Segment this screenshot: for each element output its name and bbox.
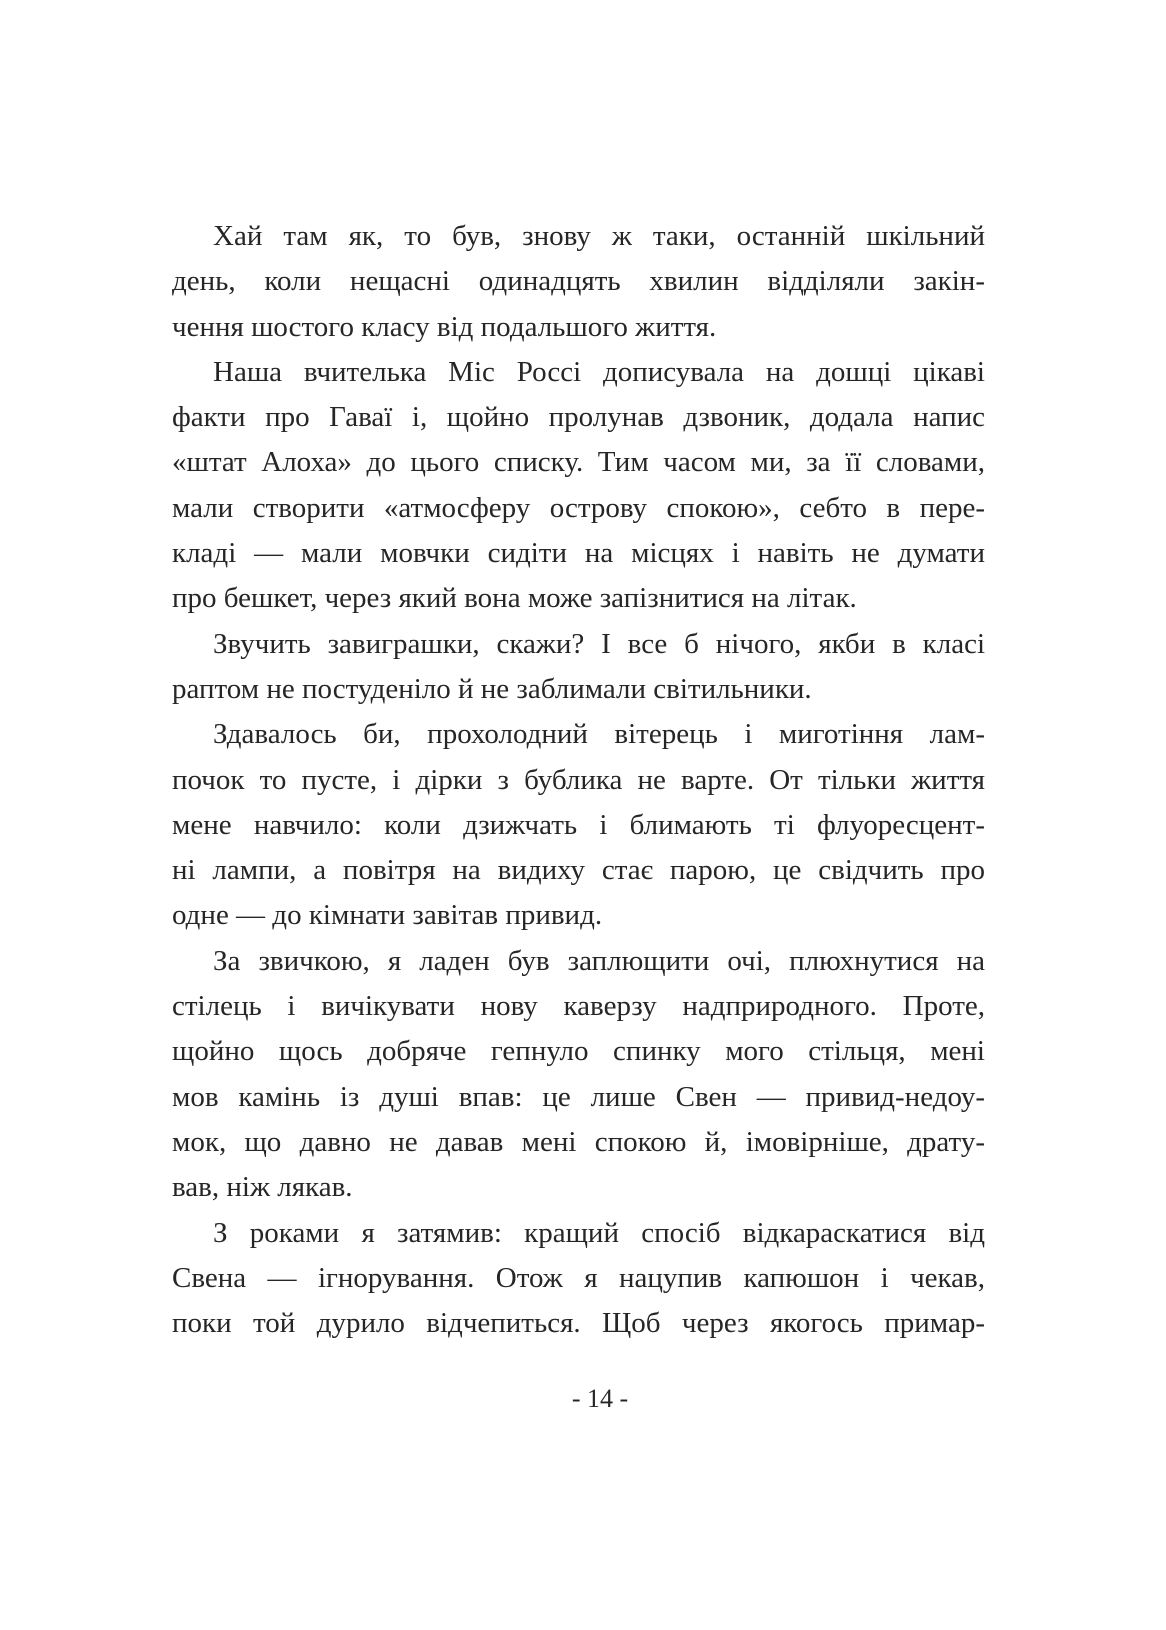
text-line: стілець і вичікувати нову каверзу надприродного. Проте,: [172, 990, 985, 1023]
text-line: про бешкет, через який вона може запізнитися на літак.: [172, 582, 857, 615]
text-line: щойно щось добряче гепнуло спинку мого стільця, мені: [172, 1035, 985, 1068]
text-line: поки той дурило відчепиться. Щоб через якогось примар-: [172, 1307, 985, 1340]
paragraph: [172, 712, 985, 938]
paragraph: [172, 214, 985, 350]
text-line: Звучить завиграшки, скажи? І все б нічого, якби в класі: [213, 627, 985, 660]
text-line: мок, що давно не давав мені спокою й, імовірніше, драту-: [172, 1125, 985, 1158]
text-line: Свена — ігнорування. Отож я нацупив капюшон і чекав,: [172, 1261, 985, 1294]
text-line: З роками я затямив: кращий спосіб відкараскатися від: [213, 1216, 985, 1249]
body-text: [172, 214, 985, 1346]
text-line: «штат Алоха» до цього списку. Тим часом ми, за її словами,: [172, 446, 985, 479]
text-line: одне — до кімнати завітав привид.: [172, 899, 603, 932]
text-line: мали створити «атмосферу острову спокою», себто в пере-: [172, 491, 985, 524]
text-line: факти про Гаваї і, щойно пролунав дзвоник, додала напис: [172, 401, 985, 434]
paragraph: [172, 622, 985, 713]
paragraph: [172, 939, 985, 1211]
text-line: чення шостого класу від подальшого життя.: [172, 310, 717, 343]
text-line: мов камінь із душі впав: це лише Свен — привид-недоу-: [172, 1080, 985, 1113]
text-line: Хай там як, то був, знову ж таки, останній шкільний: [213, 220, 985, 252]
paragraph: [172, 1211, 985, 1347]
text-line: почок то пусте, і дірки з бублика не варте. От тільки життя: [172, 763, 985, 796]
text-line: кладі — мали мовчки сидіти на місцях і навіть не думати: [172, 537, 985, 570]
text-line: ні лампи, а повітря на видиху стає парою, це свідчить про: [172, 854, 985, 887]
text-line: раптом не постуденіло й не заблимали світильники.: [172, 672, 812, 705]
text-line: За звичкою, я ладен був заплющити очі, плюхнутися на: [213, 944, 985, 977]
paragraph: [172, 350, 985, 622]
text-line: Здавалось би, прохолодний вітерець і миготіння лам-: [213, 718, 985, 751]
text-line: Наша вчителька Міс Россі дописувала на дошці цікаві: [213, 355, 985, 388]
text-line: день, коли нещасні одинадцять хвилин відділяли закін-: [172, 265, 985, 298]
text-line: мене навчило: коли дзижчать і блимають ті флуоресцент-: [172, 808, 985, 841]
page-number: - 14 -: [571, 1384, 629, 1413]
text-line: вав, ніж лякав.: [172, 1171, 353, 1204]
